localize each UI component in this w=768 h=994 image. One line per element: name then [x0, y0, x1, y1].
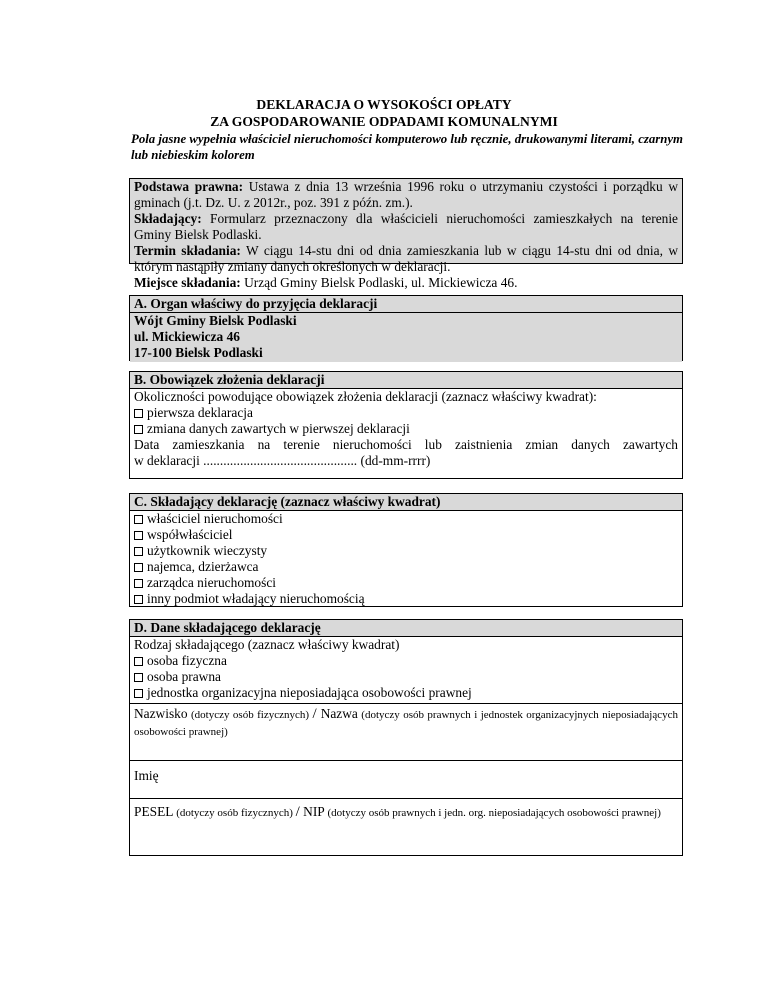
legal-basis-label: Podstawa prawna: — [134, 179, 244, 194]
option-org-unit[interactable] — [134, 685, 678, 701]
option-tenant[interactable] — [134, 559, 678, 575]
residence-date-line2[interactable]: w deklaracji .............................................. (dd-mm-rrrr) — [134, 453, 431, 468]
first-name-label: Imię — [134, 768, 159, 783]
option-legal-person[interactable] — [134, 669, 678, 685]
option-label: współwłaściciel — [147, 527, 233, 542]
checkbox[interactable] — [134, 425, 143, 434]
submitter-text1: Formularz przeznaczony dla właścicieli nieruchomości zamieszkałych na terenie — [201, 211, 678, 226]
option-label: osoba fizyczna — [147, 653, 227, 668]
pesel-note: (dotyczy osób fizycznych) — [173, 807, 296, 819]
option-co-owner[interactable] — [134, 527, 678, 543]
checkbox[interactable] — [134, 547, 143, 556]
option-label: zarządca nieruchomości — [147, 575, 276, 590]
deadline-text1: W ciągu 14-stu dni od dnia zamieszkania lub w ciągu 14-stu dni od dnia, w — [240, 243, 678, 258]
submitter-line2: Gminy Bielsk Podlaski. — [134, 227, 262, 242]
slash-separator: / — [312, 706, 317, 722]
section-b-header: B. Obowiązek złożenia deklaracji — [130, 372, 682, 389]
legal-info-box — [129, 178, 683, 290]
authority-city: 17-100 Bielsk Podlaski — [134, 345, 263, 360]
name-note: (dotyczy osób prawnych i jednostek organizacyjnych nieposiadających osobowości prawnej) — [134, 709, 678, 738]
name-label: Nazwa — [316, 706, 358, 721]
checkbox[interactable] — [134, 595, 143, 604]
surname-label: Nazwisko — [134, 706, 188, 721]
deadline-line2: którym nastąpiły zmiany danych określonych w deklaracji. — [134, 259, 451, 274]
authority-street: ul. Mickiewicza 46 — [134, 329, 240, 344]
section-a-header: A. Organ właściwy do przyjęcia deklaracji — [130, 296, 682, 313]
option-change-data[interactable] — [134, 421, 678, 437]
option-label: pierwsza deklaracja — [147, 405, 253, 420]
checkbox[interactable] — [134, 563, 143, 572]
legal-basis-text1: Ustawa z dnia 13 września 1996 roku o utrzymaniu czystości i porządku w — [243, 179, 678, 194]
submitter-line1 — [134, 211, 678, 227]
option-label: najemca, dzierżawca — [147, 559, 259, 574]
option-label: jednostka organizacyjna nieposiadająca osobowości prawnej — [147, 685, 472, 700]
option-other-entity[interactable] — [134, 591, 678, 607]
option-natural-person[interactable] — [134, 653, 678, 669]
section-c-body — [130, 511, 682, 607]
section-d-header: D. Dane składającego deklarację — [130, 620, 682, 637]
place-label: Miejsce składania: — [134, 275, 241, 290]
option-perpetual-user[interactable] — [134, 543, 678, 559]
surname-field[interactable] — [130, 703, 682, 760]
place-line — [134, 275, 678, 291]
option-label: właściciel nieruchomości — [147, 511, 283, 526]
form-title-line2: ZA GOSPODAROWANIE ODPADAMI KOMUNALNYMI — [210, 114, 558, 129]
option-owner[interactable] — [134, 511, 678, 527]
checkbox[interactable] — [134, 409, 143, 418]
fill-instructions: Pola jasne wypełnia właściciel nieruchomości komputerowo lub ręcznie, drukowanymi literami, czarnym lub niebieskim kolorem — [131, 132, 683, 162]
form-title-line1: DEKLARACJA O WYSOKOŚCI OPŁATY — [256, 97, 512, 112]
checkbox[interactable] — [134, 673, 143, 682]
surname-note: (dotyczy osób fizycznych) — [187, 709, 313, 721]
section-c — [129, 493, 683, 607]
nip-label: NIP — [299, 804, 325, 819]
authority-name: Wójt Gminy Bielsk Podlaski — [134, 313, 297, 328]
deadline-label: Termin składania: — [134, 243, 241, 258]
nip-note: (dotyczy osób prawnych i jedn. org. nieposiadających osobowości prawnej) — [324, 807, 661, 819]
section-d-intro: Rodzaj składającego (zaznacz właściwy kwadrat) — [134, 637, 400, 652]
residence-date-line1: Data zamieszkania na terenie nieruchomości lub zaistnienia zmian danych zawartych — [134, 437, 678, 452]
option-first-declaration[interactable] — [134, 405, 678, 421]
section-a — [129, 295, 683, 361]
legal-basis-line2: gminach (j.t. Dz. U. z 2012r., poz. 391 z późn. zm.). — [134, 195, 413, 210]
first-name-field[interactable] — [130, 760, 682, 798]
option-label: zmiana danych zawartych w pierwszej deklaracji — [147, 421, 410, 436]
section-c-header: C. Składający deklarację (zaznacz właściwy kwadrat) — [130, 494, 682, 511]
legal-basis-line1 — [134, 179, 678, 195]
checkbox[interactable] — [134, 579, 143, 588]
section-d — [129, 619, 683, 856]
deadline-line1 — [134, 243, 678, 259]
option-manager[interactable] — [134, 575, 678, 591]
section-b-body — [130, 389, 682, 469]
slash-separator: / — [295, 804, 300, 820]
pesel-label: PESEL — [134, 804, 174, 819]
checkbox[interactable] — [134, 531, 143, 540]
section-d-type — [130, 637, 682, 703]
option-label: osoba prawna — [147, 669, 221, 684]
place-text: Urząd Gminy Bielsk Podlaski, ul. Mickiewicza 46. — [240, 275, 518, 290]
checkbox[interactable] — [134, 689, 143, 698]
submitter-label: Składający: — [134, 211, 202, 226]
option-label: inny podmiot władający nieruchomością — [147, 591, 365, 606]
pesel-nip-field[interactable] — [130, 798, 682, 856]
section-a-body — [130, 313, 682, 362]
checkbox[interactable] — [134, 657, 143, 666]
checkbox[interactable] — [134, 515, 143, 524]
option-label: użytkownik wieczysty — [147, 543, 268, 558]
section-b — [129, 371, 683, 479]
section-b-intro: Okoliczności powodujące obowiązek złożenia deklaracji (zaznacz właściwy kwadrat): — [134, 389, 597, 404]
